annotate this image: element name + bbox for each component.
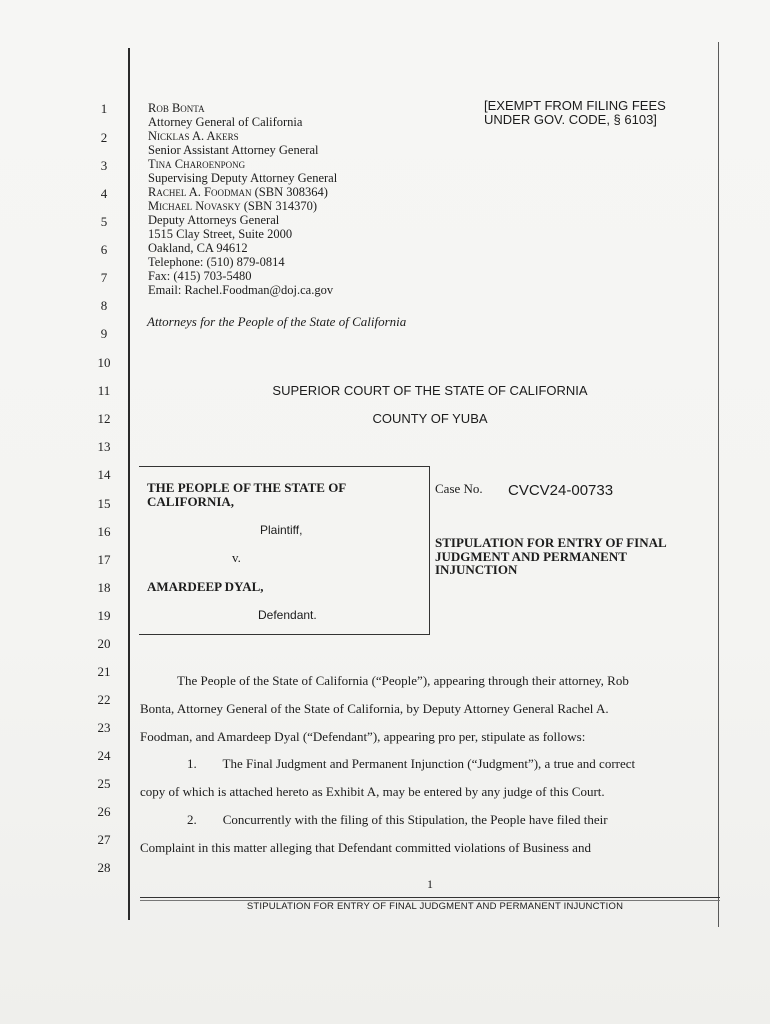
right-margin-rule — [718, 42, 719, 927]
attorney-line: Senior Assistant Attorney General — [148, 143, 319, 157]
line-number: 24 — [97, 748, 111, 763]
line-number: 17 — [97, 552, 111, 567]
page-number: 1 — [427, 877, 433, 891]
attorney-line: Rachel A. Foodman (SBN 308364) — [148, 185, 328, 199]
attorney-line: Tina Charoenpong — [148, 157, 246, 171]
footer-rule — [140, 897, 720, 898]
line-number: 20 — [97, 636, 111, 651]
line-number: 23 — [97, 720, 111, 735]
body-line: Complaint in this matter alleging that Defendant committed violations of Business and — [140, 840, 591, 855]
attorneys-for: Attorneys for the People of the State of California — [147, 314, 407, 329]
versus: v. — [232, 550, 241, 565]
line-number: 18 — [97, 580, 111, 595]
line-number: 19 — [97, 608, 111, 623]
body-line: 1. The Final Judgment and Permanent Injunction (“Judgment”), a true and correct — [187, 756, 636, 771]
exempt-notice: [EXEMPT FROM FILING FEES UNDER GOV. CODE, § 6103] — [484, 98, 666, 127]
line-number: 21 — [97, 664, 111, 679]
attorney-line: Email: Rachel.Foodman@doj.ca.gov — [148, 283, 334, 297]
line-number: 2 — [100, 130, 108, 145]
attorney-line: Telephone: (510) 879-0814 — [148, 255, 285, 269]
body-line: 2. Concurrently with the filing of this Stipulation, the People have filed their — [187, 812, 608, 827]
line-number: 12 — [97, 411, 111, 426]
body-line: copy of which is attached hereto as Exhibit A, may be entered by any judge of this Court. — [140, 784, 605, 799]
line-number: 10 — [97, 355, 111, 370]
line-number: 25 — [97, 776, 111, 791]
left-margin-rule — [128, 48, 130, 920]
line-number: 16 — [97, 524, 111, 539]
attorney-line: Rob Bonta — [148, 101, 205, 115]
line-number: 13 — [97, 439, 111, 454]
attorney-line: Nicklas A. Akers — [148, 129, 239, 143]
attorney-line: Attorney General of California — [148, 115, 303, 129]
defendant-name: AMARDEEP DYAL, — [147, 579, 264, 594]
case-no-label: Case No. — [435, 481, 483, 496]
line-number: 8 — [100, 298, 108, 313]
line-number: 26 — [97, 804, 111, 819]
line-number: 22 — [97, 692, 111, 707]
defendant-role: Defendant. — [258, 608, 317, 622]
attorney-line: Michael Novasky (SBN 314370) — [148, 199, 317, 213]
line-number: 1 — [100, 101, 108, 116]
attorney-line: 1515 Clay Street, Suite 2000 — [148, 227, 293, 241]
footer-title: STIPULATION FOR ENTRY OF FINAL JUDGMENT AND PERMANENT INJUNCTION — [246, 901, 624, 912]
body-line: Bonta, Attorney General of the State of California, by Deputy Attorney General Rachel A. — [140, 701, 609, 716]
plaintiff-name: THE PEOPLE OF THE STATE OF CALIFORNIA, — [147, 480, 346, 509]
attorney-line: Deputy Attorneys General — [148, 213, 280, 227]
line-number: 14 — [97, 467, 111, 482]
document-title: STIPULATION FOR ENTRY OF FINAL JUDGMENT AND PERMANENT INJUNCTION — [435, 535, 666, 577]
line-number: 5 — [100, 214, 108, 229]
attorney-line: Oakland, CA 94612 — [148, 241, 248, 255]
line-number: 3 — [100, 158, 108, 173]
case-no-value: CVCV24-00733 — [508, 482, 614, 499]
body-line: The People of the State of California (“People”), appearing through their attorney, Rob — [177, 673, 629, 688]
court-county: COUNTY OF YUBA — [372, 411, 488, 426]
court-name: SUPERIOR COURT OF THE STATE OF CALIFORNIA — [272, 383, 588, 398]
body-line: Foodman, and Amardeep Dyal (“Defendant”), appearing pro per, stipulate as follows: — [140, 729, 586, 744]
line-number: 28 — [97, 860, 111, 875]
line-number: 7 — [100, 270, 108, 285]
line-number: 9 — [100, 326, 108, 341]
line-number: 15 — [97, 496, 111, 511]
line-number: 4 — [100, 186, 108, 201]
line-number: 6 — [100, 242, 108, 257]
line-number: 27 — [97, 832, 111, 847]
plaintiff-role: Plaintiff, — [260, 523, 303, 537]
attorney-line: Supervising Deputy Attorney General — [148, 171, 338, 185]
line-number: 11 — [97, 383, 111, 398]
attorney-line: Fax: (415) 703-5480 — [148, 269, 252, 283]
